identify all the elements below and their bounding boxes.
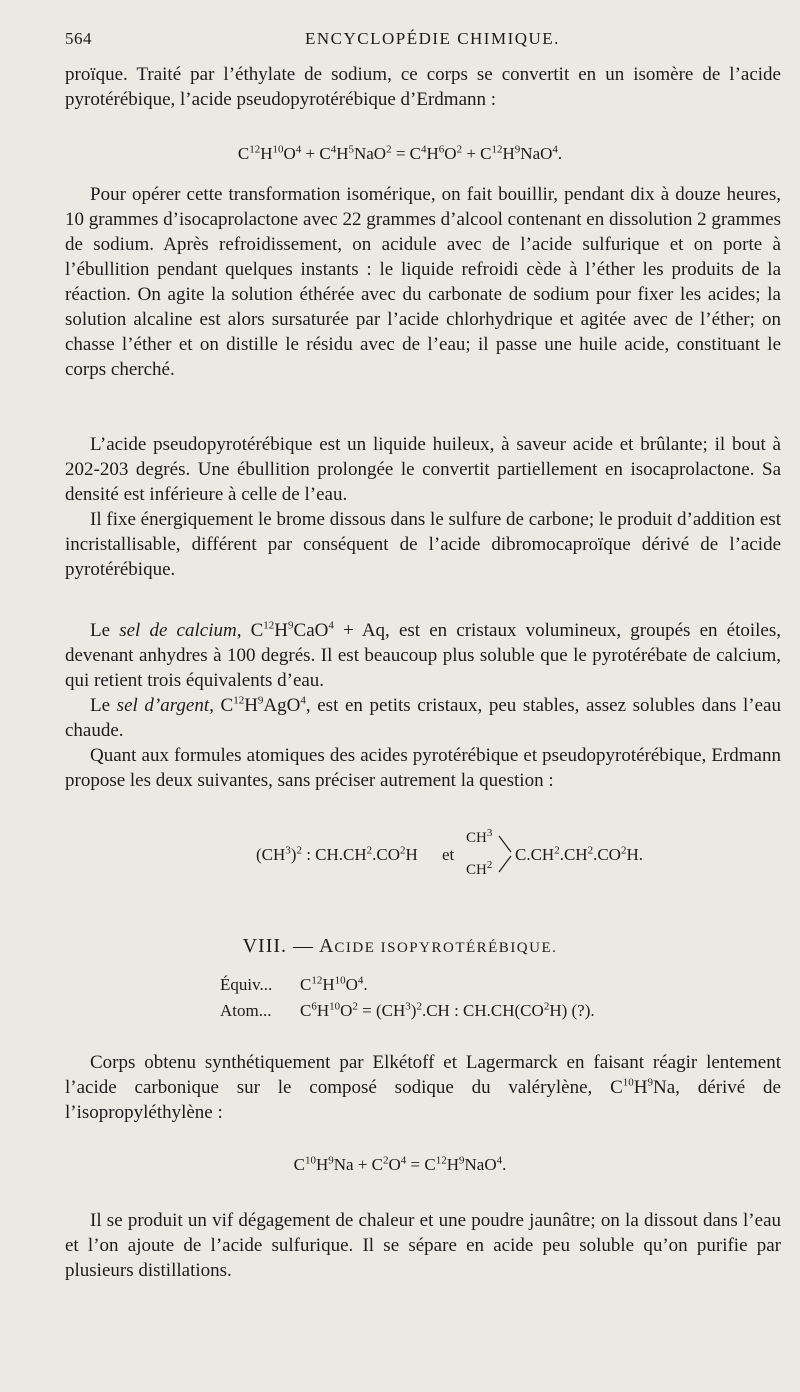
calcium-salt-term: sel de calcium, <box>119 620 242 641</box>
methyl-group-bottom: $CH^2$ <box>466 859 493 878</box>
atom-formula: $C^6H^{10}O^2 = (CH^3)^2.CH$ : $CH.CH(CO^2H)$ (?). <box>300 1000 595 1020</box>
atom-label: Atom... <box>220 1001 272 1020</box>
paragraph-atomic-formulas: Quant aux formules atomiques des acides pyrotérébique et pseudopyrotérébique, Erdmann propose les deux suivantes, sans préciser autrement la question : <box>65 745 781 791</box>
structural-formula-1: $(CH^3)^2$ : $CH.CH^2.CO^2H$ <box>256 844 418 864</box>
page-number: 564 <box>65 29 92 48</box>
paragraph-synthesis: Corps obtenu synthétiquement par Elkétoff et Lagermarck en faisant réagir lentement l’acide carbonique sur le composé sodique du valérylène, $C^{10}H^9Na$, dérivé de l’isopropyléthylène : <box>65 1052 781 1123</box>
paragraph-intro: proïque. Traité par l’éthylate de sodium, ce corps se convertit en un isomère de l’acide pyrotérébique, l’acide pseudopyrotérébique d’Erdmann : <box>65 64 781 110</box>
synthesis-text: Corps obtenu synthétiquement par Elkétoff et Lagermarck en faisant réagir lentement l’acide carbonique sur le composé sodique du valérylène, <box>65 1052 781 1098</box>
synthesis-text-end: dérivé de l’isopropyléthylène : <box>65 1077 781 1123</box>
equiv-formula: $C^{12}H^{10}O^4$. <box>300 974 368 994</box>
reaction-equation-2: $C^{10}H^9Na + C^2O^4 = C^{12}H^9NaO^4$. <box>293 1154 507 1174</box>
paragraph-properties: L’acide pseudopyrotérébique est un liquide huileux, à saveur acide et brûlante; il bout à 202-203 degrés. Une ébullition prolongée le convertit partiellement en isocaprolactone. Sa densité est inférieure à celle de l’eau. <box>65 434 781 505</box>
bond-lines-graphic <box>497 832 515 876</box>
running-title: ENCYCLOPÉDIE CHIMIQUE. <box>305 29 560 48</box>
formula-connector: et <box>442 845 455 864</box>
paragraph-bromine: Il fixe énergiquement le brome dissous dans le sulfure de carbone; le produit d’addition est incristallisable, différent par conséquent de l’acide dibromocaproïque dérivé de l’acide pyrotérébique. <box>65 509 781 580</box>
paragraph-product: Il se produit un vif dégagement de chaleur et une poudre jaunâtre; on la dissout dans l’eau et l’on ajoute de l’acide sulfurique. Il se sépare en acide peu soluble qu’on purifie par plusieurs distillations. <box>65 1210 781 1281</box>
silver-text-end: est en petits cristaux, peu stables, assez solubles dans l’eau chaude. <box>65 695 781 741</box>
equiv-label: Équiv... <box>220 975 273 994</box>
calcium-text-end: est en cristaux volumineux, groupés en étoiles, devenant anhydres à 100 degrés. Il est beaucoup plus soluble que le pyrotérébate de calcium, qui retient trois équivalents d’eau. <box>65 620 782 691</box>
section-number: VIII. <box>242 935 288 957</box>
section-title: CIDE ISOPYROTÉRÉBIQUE. <box>334 940 558 956</box>
section-heading <box>0 934 800 961</box>
reaction-equation-1: $C^{12}H^{10}O^4 + C^4H^5NaO^2 = C^4H^6O^2 + C^{12}H^9NaO^4$. <box>237 143 563 163</box>
paragraph-calcium-salt: Le sel de calcium, $C^{12}H^9CaO^4 + Aq$, est en cristaux volumineux, groupés en étoiles, devenant anhydres à 100 degrés. Il est beaucoup plus soluble que le pyrotérébate de calcium, qui retient trois équivalents d’eau. <box>65 619 782 691</box>
section-dash: — <box>293 935 315 957</box>
paragraph-procedure: Pour opérer cette transformation isomérique, on fait bouillir, pendant dix à douze heures, 10 grammes d’isocaprolactone avec 22 grammes d’alcool contenant en dissolution 2 grammes de sodium. Après refroidissement, on acidule avec de l’acide sulfurique et on porte à l’ébullition pendant quelques instants : le liquide refroidi cède à l’éther les produits de la réaction. On agite la solution éthérée avec du carbonate de sodium pour fixer les acides; la solution alcaline est alors sursaturée par l’acide chlorhydrique et agitée avec de l’éther; on chasse l’éther et on distille le résidu avec de l’eau; il passe une huile acide, constituant le corps cherché. <box>65 184 781 380</box>
methyl-group-top: $CH^3$ <box>466 827 493 846</box>
structural-formula-2: $C.CH^2.CH^2.CO^2H$. <box>515 844 643 864</box>
uncertain-mark: (?). <box>571 1001 595 1020</box>
calcium-text-start: Le <box>90 620 120 641</box>
silver-salt-term: sel d’argent, <box>116 695 214 716</box>
section-title-initial: A <box>318 935 335 957</box>
paragraph-silver-salt: Le sel d’argent, $C^{12}H^9AgO^4$, est en petits cristaux, peu stables, assez solubles dans l’eau chaude. <box>65 694 781 741</box>
silver-text-start: Le <box>90 695 117 716</box>
